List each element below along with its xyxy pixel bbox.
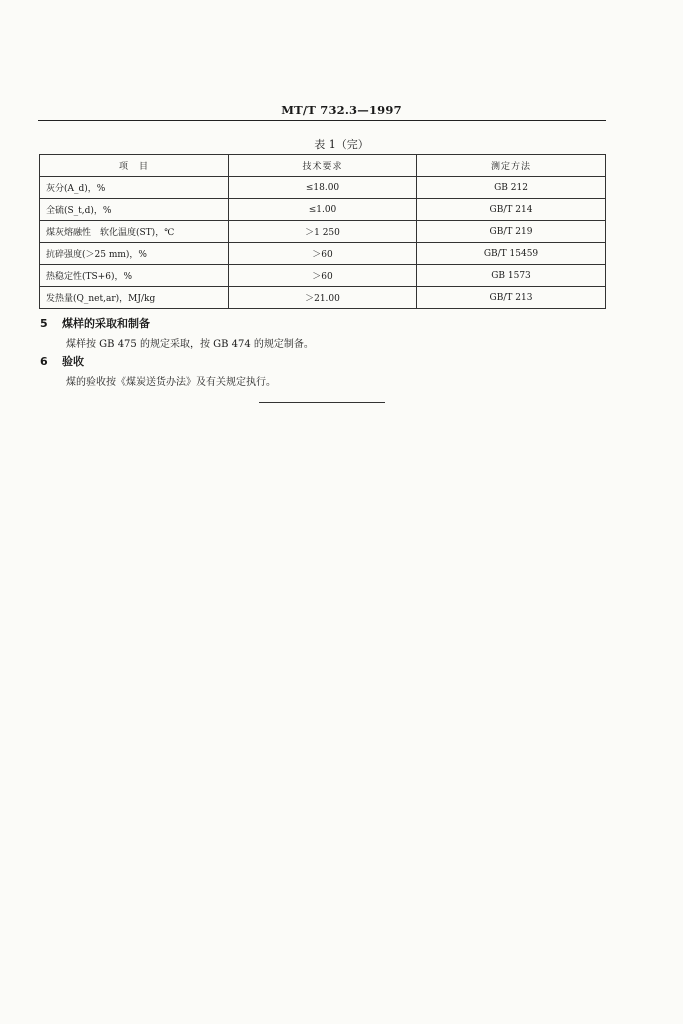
- row-method: GB/T 15459: [417, 243, 606, 265]
- section-5-text: 煤样按 GB 475 的规定采取，按 GB 474 的规定制备。: [66, 339, 314, 350]
- section-title: 煤样的采取和制备: [62, 317, 150, 330]
- section-number: 5: [40, 317, 48, 330]
- section-5-heading: [40, 315, 150, 331]
- row-method: GB 1573: [417, 265, 606, 287]
- row-method: GB/T 219: [417, 221, 606, 243]
- table-title: 表 1（完）: [314, 138, 369, 151]
- column-header-requirement: 技术要求: [229, 155, 417, 177]
- table-header-row: [40, 155, 606, 177]
- section-6-text: 煤的验收按《煤炭送货办法》及有关规定执行。: [66, 377, 276, 388]
- header-rule: [38, 120, 606, 121]
- table-row: [40, 265, 606, 287]
- row-method: GB 212: [417, 177, 606, 199]
- table-row: [40, 243, 606, 265]
- section-6-heading: [40, 353, 84, 369]
- column-header-method: 测定方法: [417, 155, 606, 177]
- table-row: [40, 221, 606, 243]
- row-requirement: ≤18.00: [229, 177, 417, 199]
- end-rule: [259, 402, 385, 403]
- row-requirement: ＞60: [229, 265, 417, 287]
- row-item: 抗碎强度(＞25 mm)，%: [40, 243, 229, 265]
- spec-table: [39, 154, 606, 309]
- table-row: [40, 199, 606, 221]
- row-method: GB/T 213: [417, 287, 606, 309]
- row-requirement: ＞1 250: [229, 221, 417, 243]
- row-item: 发热量(Q_net,ar)，MJ/kg: [40, 287, 229, 309]
- row-requirement: ≤1.00: [229, 199, 417, 221]
- standard-code: MT/T 732.3—1997: [281, 103, 402, 117]
- row-item: 灰分(A_d)，%: [40, 177, 229, 199]
- table-row: [40, 287, 606, 309]
- row-method: GB/T 214: [417, 199, 606, 221]
- row-item: 全硫(S_t,d)，%: [40, 199, 229, 221]
- section-title: 验收: [62, 355, 84, 368]
- row-requirement: ＞21.00: [229, 287, 417, 309]
- column-header-item: 项 目: [40, 155, 229, 177]
- row-item: 煤灰熔融性 软化温度(ST)，℃: [40, 221, 229, 243]
- row-item: 热稳定性(TS+6)，%: [40, 265, 229, 287]
- section-number: 6: [40, 355, 48, 368]
- table-row: [40, 177, 606, 199]
- row-requirement: ＞60: [229, 243, 417, 265]
